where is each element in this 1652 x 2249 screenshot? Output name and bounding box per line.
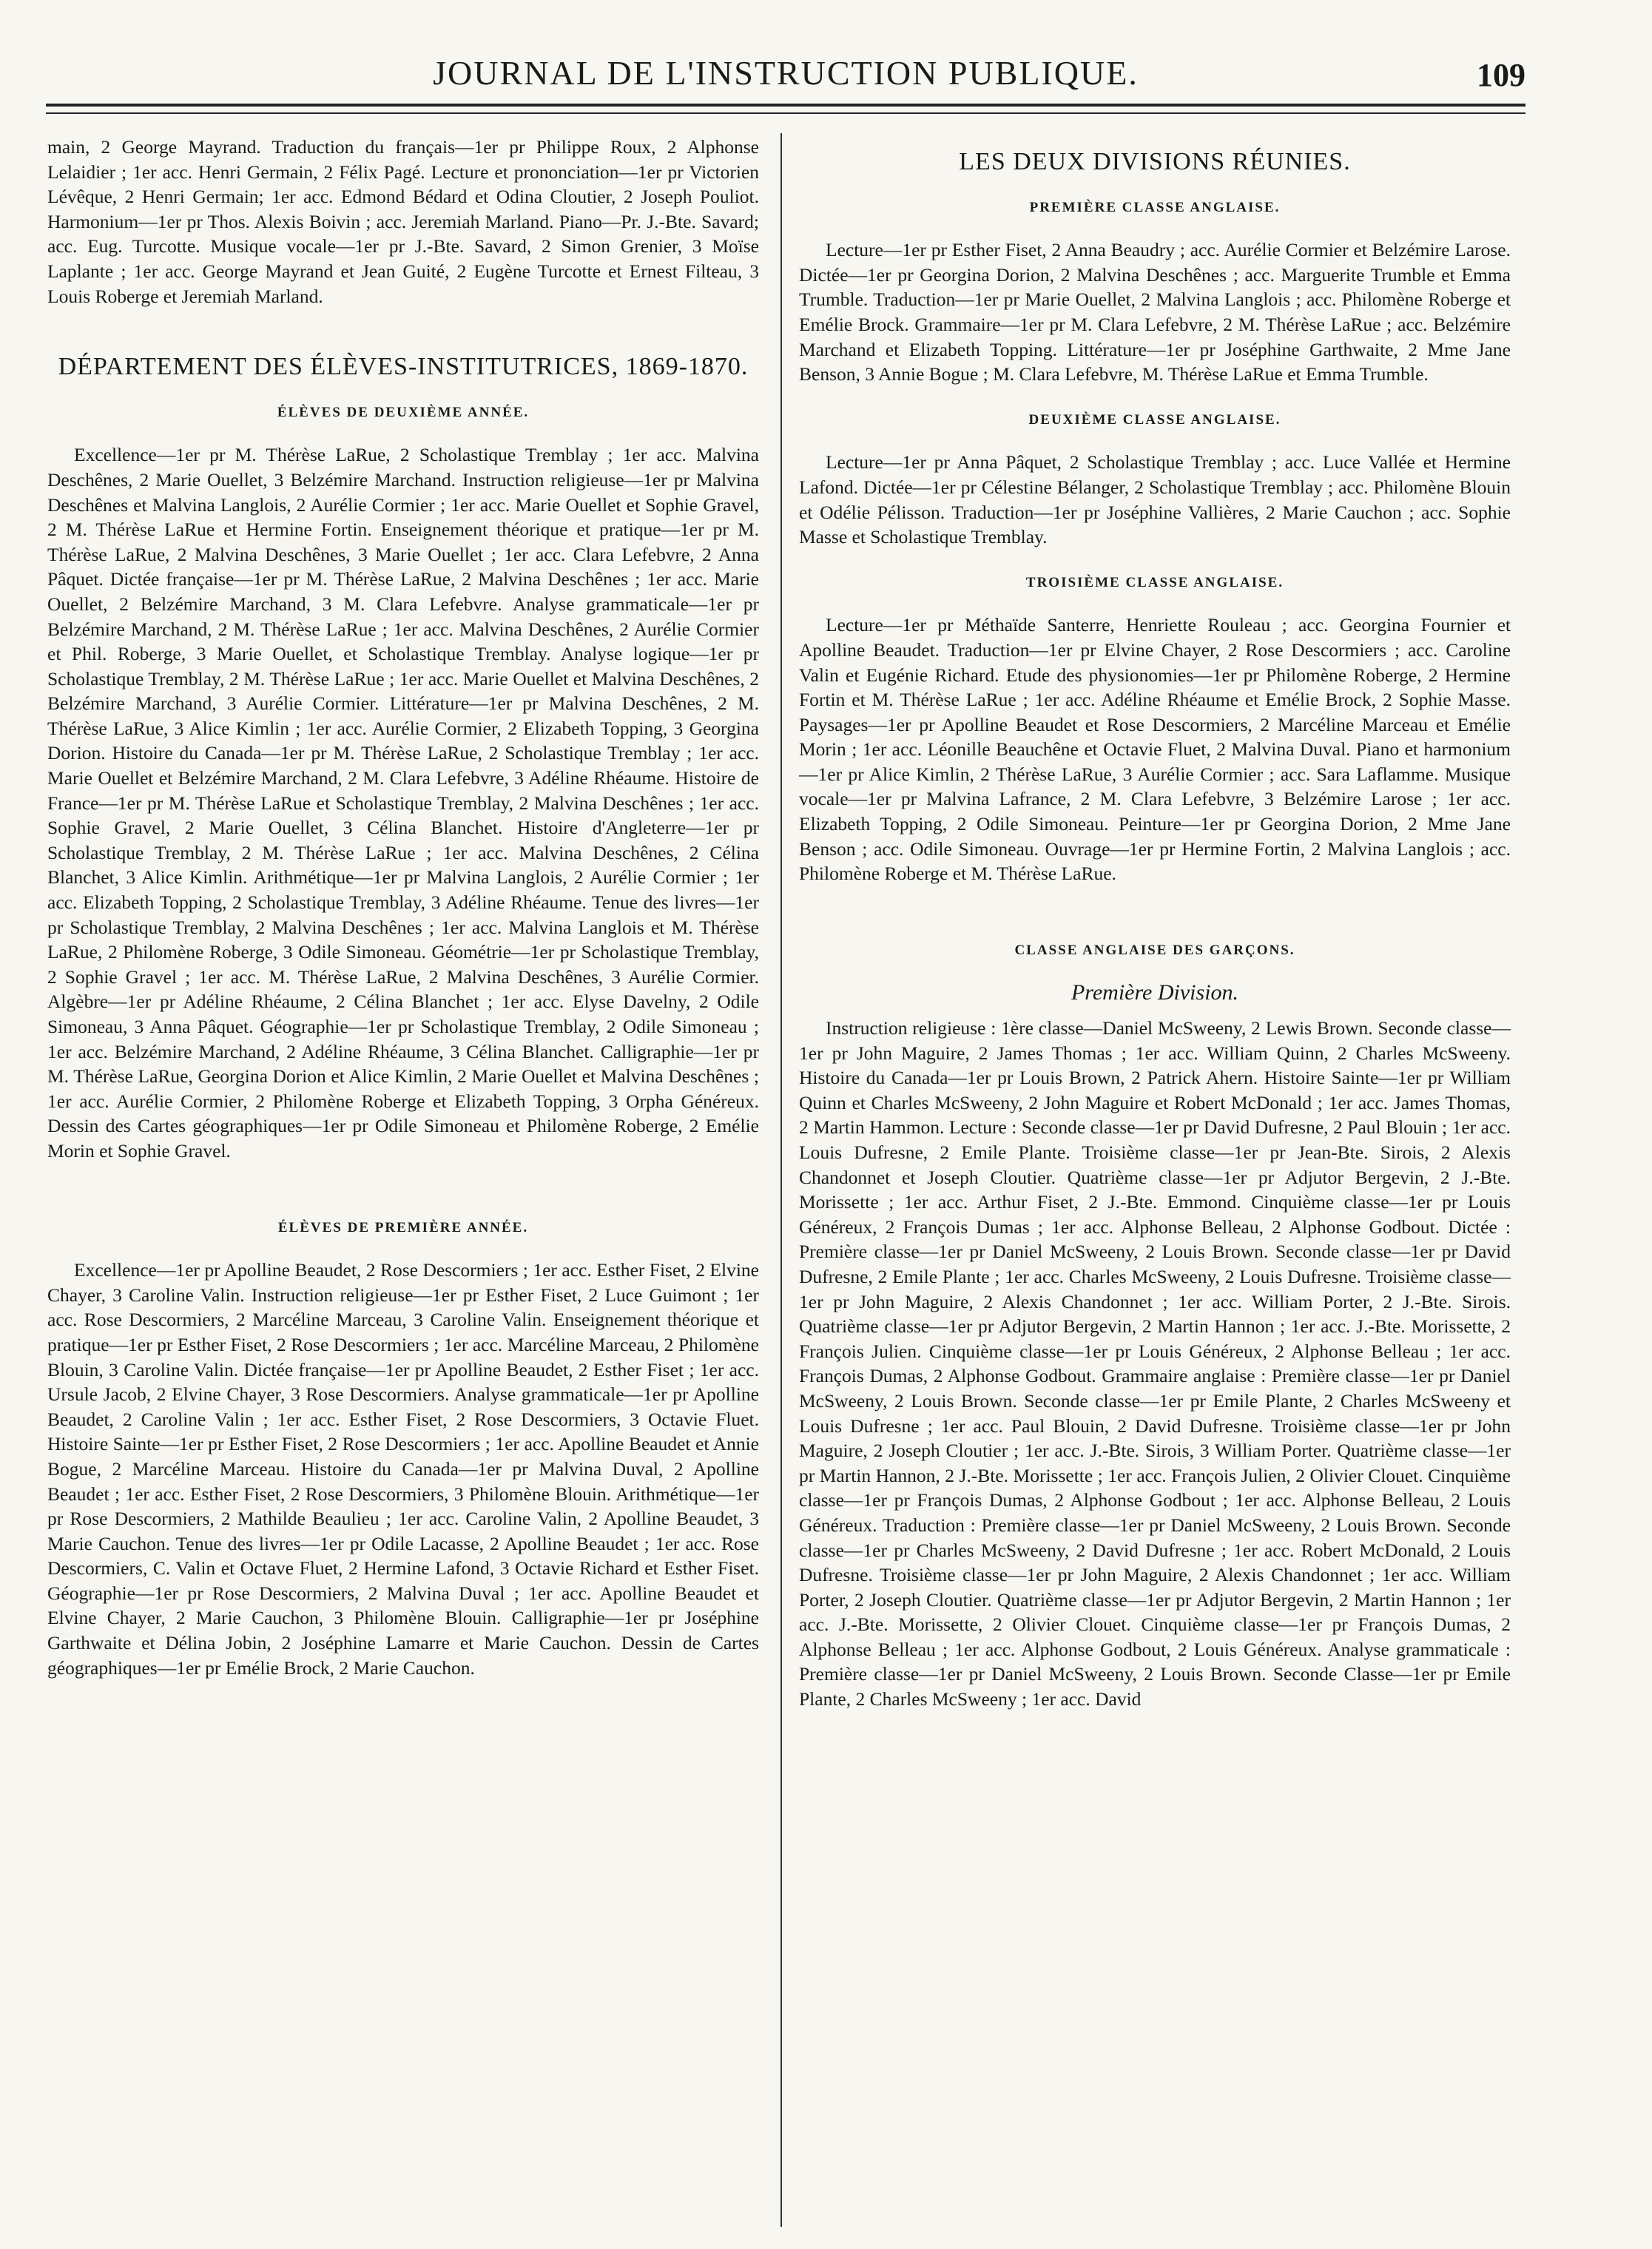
header-rule-thin <box>46 112 1525 114</box>
first-english-class-heading: PREMIÈRE CLASSE ANGLAISE. <box>1029 199 1281 215</box>
first-year-paragraph: Excellence—1er pr Apolline Beaudet, 2 Rose Descormiers ; 1er acc. Esther Fiset, 2 Elvine Chayer, 3 Caroline Valin. Instruction religieuse—1er pr Esther Fiset, 2 Luce Guimont ; 1er acc. Rose Descormiers, 2 Marcéline Marceau, 3 Caroline Valin. Enseignement théorique et pratique—1er pr Esther Fiset, 2 Rose Descormiers ; 1er acc. Marcéline Marceau, 2 Philomène Blouin, 3 Caroline Valin. Dictée française—1er pr Apolline Beaudet, 2 Esther Fiset ; 1er acc. Ursule Jacob, 2 Elvine Chayer, 3 Rose Descormiers. Analyse grammaticale—1er pr Apolline Beaudet, 2 Caroline Valin ; 1er acc. Esther Fiset, 2 Rose Descormiers, 3 Octavie Fluet. Histoire Sainte—1er pr Esther Fiset, 2 Rose Descormiers ; 1er acc. Apolline Beaudet et Annie Bogue, 2 Marcéline Marceau. Histoire du Canada—1er pr Malvina Duval, 2 Apolline Beaudet ; 1er acc. Esther Fiset, 2 Rose Descormiers, 3 Philomène Blouin. Arithmétique—1er pr Rose Descormiers, 2 Mathilde Beaulieu ; 1er acc. Caroline Valin, 2 Apolline Beaudet, 3 Marie Cauchon. Tenue des livres—1er pr Odile Lacasse, 2 Apolline Beaudet ; 1er acc. Rose Descormiers, C. Valin et Octave Fluet, 2 Hermine Lafond, 3 Octavie Richard et Esther Fiset. Géographie—1er pr Rose Descormiers, 2 Malvina Duval ; 1er acc. Apolline Beaudet et Elvine Chayer, 2 Marie Cauchon, 3 Philomène Blouin. Calligraphie—1er pr Joséphine Garthwaite et Délina Jobin, 2 Joséphine Lamarre et Marie Cauchon. Dessin de Cartes géographiques—1er pr Emélie Brock, 2 Marie Cauchon. <box>47 1259 759 1679</box>
page-number: 109 <box>1477 57 1525 93</box>
running-title: JOURNAL DE L'INSTRUCTION PUBLIQUE. <box>433 54 1139 92</box>
first-english-class-paragraph: Lecture—1er pr Esther Fiset, 2 Anna Beaudry ; acc. Aurélie Cormier et Belzémire Larose. Dictée—1er pr Georgina Dorion, 2 Malvina Deschênes ; acc. Marguerite Trumble et Emma Trumble. Traduction—1er pr Marie Ouellet, 2 Malvina Langlois ; acc. Philomène Roberge et Emélie Brock. Grammaire—1er pr M. Clara Lefebvre, 2 M. Thérèse LaRue ; acc. Belzémire Marchand et Elizabeth Topping. Littérature—1er pr Joséphine Garthwaite, 2 Mme Jane Benson, 3 Annie Bogue ; M. Clara Lefebvre, M. Thérèse LaRue et Emma Trumble. <box>799 239 1511 385</box>
continuation-paragraph: main, 2 George Mayrand. Traduction du français—1er pr Philippe Roux, 2 Alphonse Lelaidier ; 1er acc. Henri Germain, 2 Félix Pagé. Lecture et prononciation—1er pr Victorien Lévêque, 2 Henri Germain; 1er acc. Edmond Bédard et Odina Cloutier, 2 Joseph Pouliot. Harmonium—1er pr Thos. Alexis Boivin ; acc. Jeremiah Marland. Piano—Pr. J.-Bte. Savard; acc. Eug. Turcotte. Musique vocale—1er pr J.-Bte. Savard, 2 Simon Grenier, 3 Moïse Laplante ; 1er acc. George Mayrand et Jean Guité, 2 Eugène Turcotte et Ernest Filteau, 3 Louis Roberge et Jeremiah Marland. <box>47 136 759 307</box>
right-column <box>799 135 1511 1712</box>
column-divider <box>781 133 782 2227</box>
first-division-subheading: Première Division. <box>1071 980 1239 1005</box>
header-rule-thick <box>46 104 1525 107</box>
left-column <box>47 135 759 1680</box>
boys-english-class-paragraph: Instruction religieuse : 1ère classe—Daniel McSweeny, 2 Lewis Brown. Seconde classe—1er pr John Maguire, 2 James Thomas ; 1er acc. William Quinn, 2 Charles McSweeny. Histoire du Canada—1er pr Louis Brown, 2 Patrick Ahern. Histoire Sainte—1er pr William Quinn et Charles McSweeny, 2 John Maguire et Robert McDonald ; 1er acc. James Thomas, 2 Martin Hammon. Lecture : Seconde classe—1er pr David Dufresne, 2 Paul Blouin ; 1er acc. Louis Dufresne, 2 Emile Plante. Troisième classe—1er pr Jean-Bte. Sirois, 2 Alexis Chandonnet et Joseph Cloutier. Quatrième classe—1er pr Adjutor Bergevin, 2 J.-Bte. Morissette ; 1er acc. Arthur Fiset, 2 J.-Bte. Emmond. Cinquième classe—1er pr Louis Généreux, 2 François Dumas ; 1er acc. Alphonse Belleau, 2 Alphonse Godbout. Dictée : Première classe—1er pr Daniel McSweeny, 2 Louis Brown. Seconde classe—1er pr David Dufresne, 2 Emile Plante ; 1er acc. Charles McSweeny, 2 Louis Dufresne. Troisième classe—1er pr John Maguire, 2 Alexis Chandonnet ; 1er acc. William Porter, 2 J.-Bte. Sirois. Quatrième classe—1er pr Adjutor Bergevin, 2 Martin Hannon ; 1er acc. J.-Bte. Morissette, 2 François Julien. Cinquième classe—1er pr Louis Généreux, 2 Alphonse Belleau ; 1er acc. François Dumas, 2 Alphonse Godbout. Grammaire anglaise : Première classe—1er pr Daniel McSweeny, 2 Louis Brown. Seconde classe—1er pr Emile Plante, 2 Charles McSweeny et Louis Dufresne ; 1er acc. Paul Blouin, 2 David Dufresne. Troisième classe—1er pr John Maguire, 2 Joseph Cloutier ; 1er acc. J.-Bte. Sirois, 3 William Porter. Quatrième classe—1er pr Martin Hannon, 2 J.-Bte. Morissette ; 1er acc. François Julien, 2 Olivier Clouet. Cinquième classe—1er pr François Dumas, 2 Alphonse Godbout ; 1er acc. Alphonse Belleau, 2 Louis Généreux. Traduction : Première classe—1er pr Daniel McSweeny, 2 Louis Brown. Seconde classe—1er pr Charles McSweeny, 2 David Dufresne ; 1er acc. Robert McDonald, 2 Louis Dufresne. Troisième classe—1er pr John Maguire, 2 Alexis Chandonnet ; 1er acc. William Porter, 2 Joseph Cloutier. Quatrième classe—1er pr Adjutor Bergevin, 2 Martin Hannon ; 1er acc. J.-Bte. Morissette, 2 Olivier Clouet. Cinquième classe—1er pr François Dumas, 2 Alphonse Belleau ; 1er acc. Alphonse Godbout, 2 Louis Généreux. Analyse grammaticale : Première classe—1er pr Daniel McSweeny, 2 Louis Brown. Seconde Classe—1er pr Emile Plante, 2 Charles McSweeny ; 1er acc. David <box>799 1017 1511 1710</box>
second-year-paragraph: Excellence—1er pr M. Thérèse LaRue, 2 Scholastique Tremblay ; 1er acc. Malvina Deschênes, 2 Marie Ouellet, 3 Belzémire Marchand. Instruction religieuse—1er pr Malvina Deschênes et Malvina Langlois, 2 Aurélie Cormier ; 1er acc. Marie Ouellet et Sophie Gravel, 2 M. Thérèse LaRue et Hermine Fortin. Enseignement théorique et pratique—1er pr M. Thérèse LaRue, 2 Malvina Deschênes, 3 Marie Ouellet ; 1er acc. Clara Lefebvre, 2 Anna Pâquet. Dictée française—1er pr M. Thérèse LaRue, 2 Malvina Deschênes ; 1er acc. Marie Ouellet, 2 Belzémire Marchand, 3 M. Clara Lefebvre. Analyse grammaticale—1er pr Belzémire Marchand, 2 M. Thérèse LaRue ; 1er acc. Malvina Deschênes, 2 Aurélie Cormier et Phil. Roberge, 3 Marie Ouellet, et Scholastique Tremblay. Analyse logique—1er pr Scholastique Tremblay, 2 M. Thérèse LaRue ; 1er acc. Marie Ouellet et Malvina Deschênes, 2 Belzémire Marchand, 3 Aurélie Cormier. Littérature—1er pr Malvina Deschênes, 2 M. Thérèse LaRue, 3 Alice Kimlin ; 1er acc. Aurélie Cormier, 2 Elizabeth Topping, 3 Georgina Dorion. Histoire du Canada—1er pr M. Thérèse LaRue, 2 Scholastique Tremblay ; 1er acc. Marie Ouellet et Belzémire Marchand, 2 M. Clara Lefebvre, 3 Adéline Rhéaume. Histoire de France—1er pr M. Thérèse LaRue et Scholastique Tremblay, 2 Malvina Deschênes ; 1er acc. Sophie Gravel, 2 Marie Ouellet, 3 Célina Blanchet. Histoire d'Angleterre—1er pr Scholastique Tremblay, 2 M. Thérèse LaRue ; 1er acc. Malvina Deschênes, 2 Célina Blanchet, 3 Alice Kimlin. Arithmétique—1er pr Malvina Langlois, 2 Aurélie Cormier ; 1er acc. Elizabeth Topping, 2 Scholastique Tremblay, 3 Adéline Rhéaume. Tenue des livres—1er pr Scholastique Tremblay, 2 Malvina Deschênes ; 1er acc. Malvina Langlois et M. Thérèse LaRue, 2 Philomène Roberge, 3 Odile Simoneau. Géométrie—1er pr Scholastique Tremblay, 2 Sophie Gravel ; 1er acc. M. Thérèse LaRue, 2 Malvina Deschênes, 3 Aurélie Cormier. Algèbre—1er pr Adéline Rhéaume, 2 Célina Blanchet ; 1er acc. Elyse Davelny, 2 Odile Simoneau, 3 Anna Pâquet. Géographie—1er pr Scholastique Tremblay, 2 Odile Simoneau ; 1er acc. Belzémire Marchand, 2 Adéline Rhéaume, 3 Célina Blanchet. Calligraphie—1er pr M. Thérèse LaRue, Georgina Dorion et Alice Kimlin, 2 Marie Ouellet et Malvina Deschênes ; 1er acc. Aurélie Cormier, 2 Philomène Roberge et Elizabeth Topping, 3 Orpha Généreux. Dessin des Cartes géographiques—1er pr Odile Simoneau et Philomène Roberge, 2 Emélie Morin et Sophie Gravel. <box>47 444 759 1161</box>
boys-english-class-heading: CLASSE ANGLAISE DES GARÇONS. <box>1014 942 1295 958</box>
united-divisions-title: LES DEUX DIVISIONS RÉUNIES. <box>959 148 1351 175</box>
second-year-heading: ÉLÈVES DE DEUXIÈME ANNÉE. <box>277 404 530 420</box>
second-english-class-heading: DEUXIÈME CLASSE ANGLAISE. <box>1028 411 1281 428</box>
second-english-class-paragraph: Lecture—1er pr Anna Pâquet, 2 Scholastique Tremblay ; acc. Luce Vallée et Hermine Lafond. Dictée—1er pr Célestine Bélanger, 2 Scholastique Tremblay ; acc. Philomène Blouin et Odélie Pélisson. Traduction—1er pr Joséphine Vallières, 2 Marie Cauchon ; acc. Sophie Masse et Scholastique Tremblay. <box>799 451 1511 548</box>
third-english-class-heading: TROISIÈME CLASSE ANGLAISE. <box>1025 574 1284 590</box>
department-title: DÉPARTEMENT DES ÉLÈVES-INSTITUTRICES, 1869-1870. <box>58 353 749 381</box>
page-header <box>46 53 1525 98</box>
first-year-heading: ÉLÈVES DE PREMIÈRE ANNÉE. <box>277 1219 529 1235</box>
third-english-class-paragraph: Lecture—1er pr Méthaïde Santerre, Henriette Rouleau ; acc. Georgina Fournier et Apolline Beaudet. Traduction—1er pr Elvine Chayer, 2 Rose Descormiers ; acc. Caroline Valin et Eugénie Richard. Etude des physionomies—1er pr Philomène Roberge, 2 Hermine Fortin et M. Thérèse LaRue ; 1er acc. Adéline Rhéaume et Emélie Brock, 2 Sophie Masse. Paysages—1er pr Apolline Beaudet et Rose Descormiers, 2 Marcéline Marceau et Emélie Morin ; 1er acc. Léonille Beauchêne et Octavie Fluet, 2 Malvina Duval. Piano et harmonium—1er pr Alice Kimlin, 2 Thérèse LaRue, 3 Aurélie Cormier ; acc. Sara Laflamme. Musique vocale—1er pr Malvina Lafrance, 2 M. Clara Lefebvre, 3 Belzémire Larose ; 1er acc. Elizabeth Topping, 2 Odile Simoneau. Peinture—1er pr Georgina Dorion, 2 Mme Jane Benson ; acc. Odile Simoneau. Ouvrage—1er pr Hermine Fortin, 2 Malvina Langlois ; acc. Philomène Roberge et M. Thérèse LaRue. <box>799 614 1511 885</box>
